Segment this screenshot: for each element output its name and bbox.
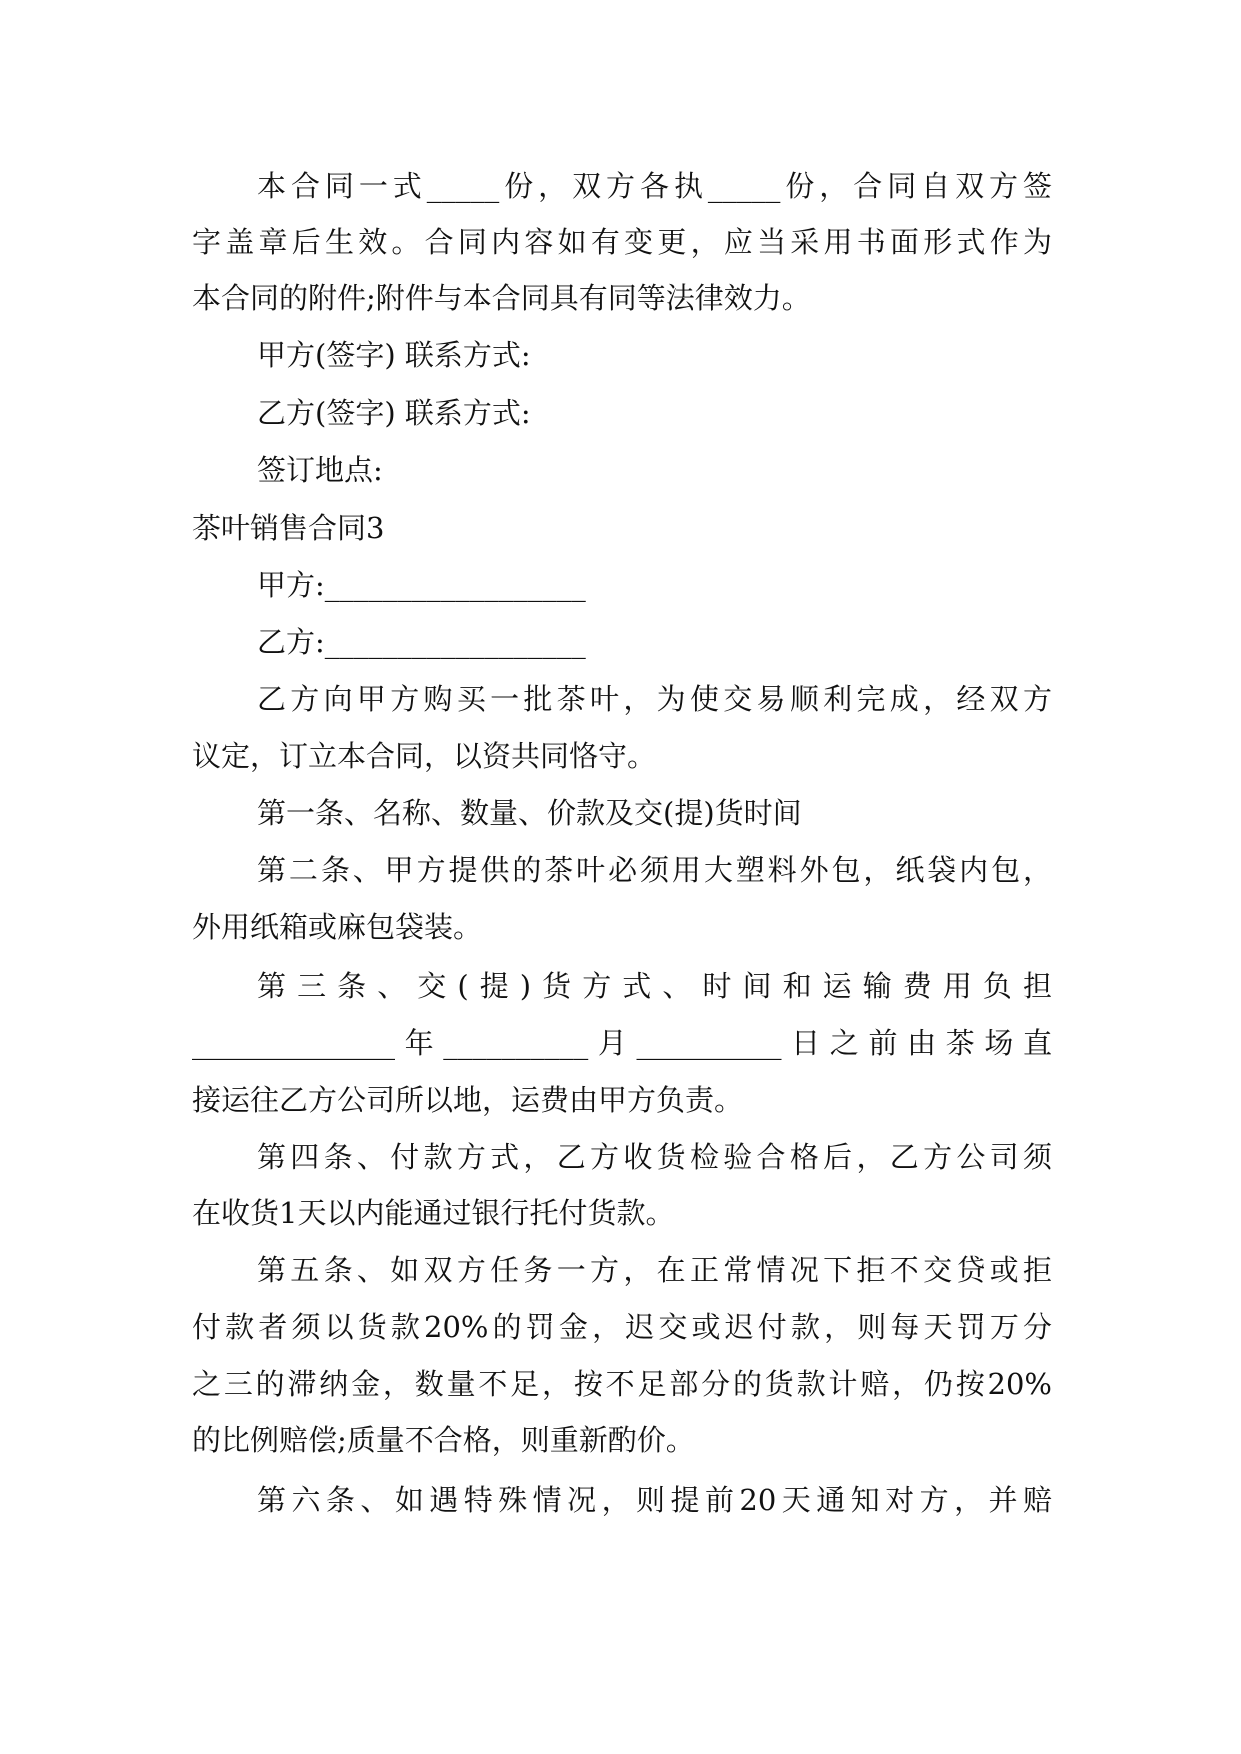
article-6-line: 第六条、如遇特殊情况，则提前20天通知对方，并赔 (257, 1483, 1052, 1517)
signing-place-line: 签订地点: (257, 453, 383, 487)
article-2-line: 第二条、甲方提供的茶叶必须用大塑料外包，纸袋内包， (257, 853, 1052, 887)
article-3-line: 第三条、交(提)货方式、时间和运输费用负担 (257, 969, 1052, 1003)
contract-heading: 茶叶销售合同3 (192, 511, 385, 545)
party-a-line: 甲方:__________________ (257, 568, 586, 602)
paragraph-line: 在收货1天以内能通过银行托付货款。 (192, 1196, 675, 1230)
paragraph-line: 接运往乙方公司所以地，运费由甲方负责。 (192, 1083, 744, 1117)
article-1-line: 第一条、名称、数量、价款及交(提)货时间 (257, 796, 802, 830)
paragraph-line: 本合同的附件;附件与本合同具有同等法律效力。 (192, 281, 811, 315)
paragraph-line: 议定，订立本合同，以资共同恪守。 (192, 739, 657, 773)
paragraph-line: 乙方向甲方购买一批茶叶，为使交易顺利完成，经双方 (257, 682, 1052, 716)
party-b-line: 乙方:__________________ (257, 625, 586, 659)
paragraph-line: 字盖章后生效。合同内容如有变更，应当采用书面形式作为 (192, 225, 1052, 259)
paragraph-line: 的比例赔偿;质量不合格，则重新酌价。 (192, 1423, 695, 1457)
paragraph-line: 本合同一式_____份，双方各执_____份，合同自双方签 (257, 169, 1052, 203)
article-4-line: 第四条、付款方式，乙方收货检验合格后，乙方公司须 (257, 1140, 1052, 1174)
paragraph-line: 付款者须以货款20%的罚金，迟交或迟付款，则每天罚万分 (192, 1310, 1052, 1344)
paragraph-line: 之三的滞纳金，数量不足，按不足部分的货款计赔，仍按20% (192, 1367, 1052, 1401)
article-5-line: 第五条、如双方任务一方，在正常情况下拒不交贷或拒 (257, 1253, 1052, 1287)
paragraph-line: 外用纸箱或麻包袋装。 (192, 910, 483, 944)
paragraph-line: ______________年__________月__________日之前由茶场直 (192, 1026, 1052, 1060)
signature-line-party-b: 乙方(签字) 联系方式: (257, 396, 531, 430)
signature-line-party-a: 甲方(签字) 联系方式: (257, 338, 531, 372)
